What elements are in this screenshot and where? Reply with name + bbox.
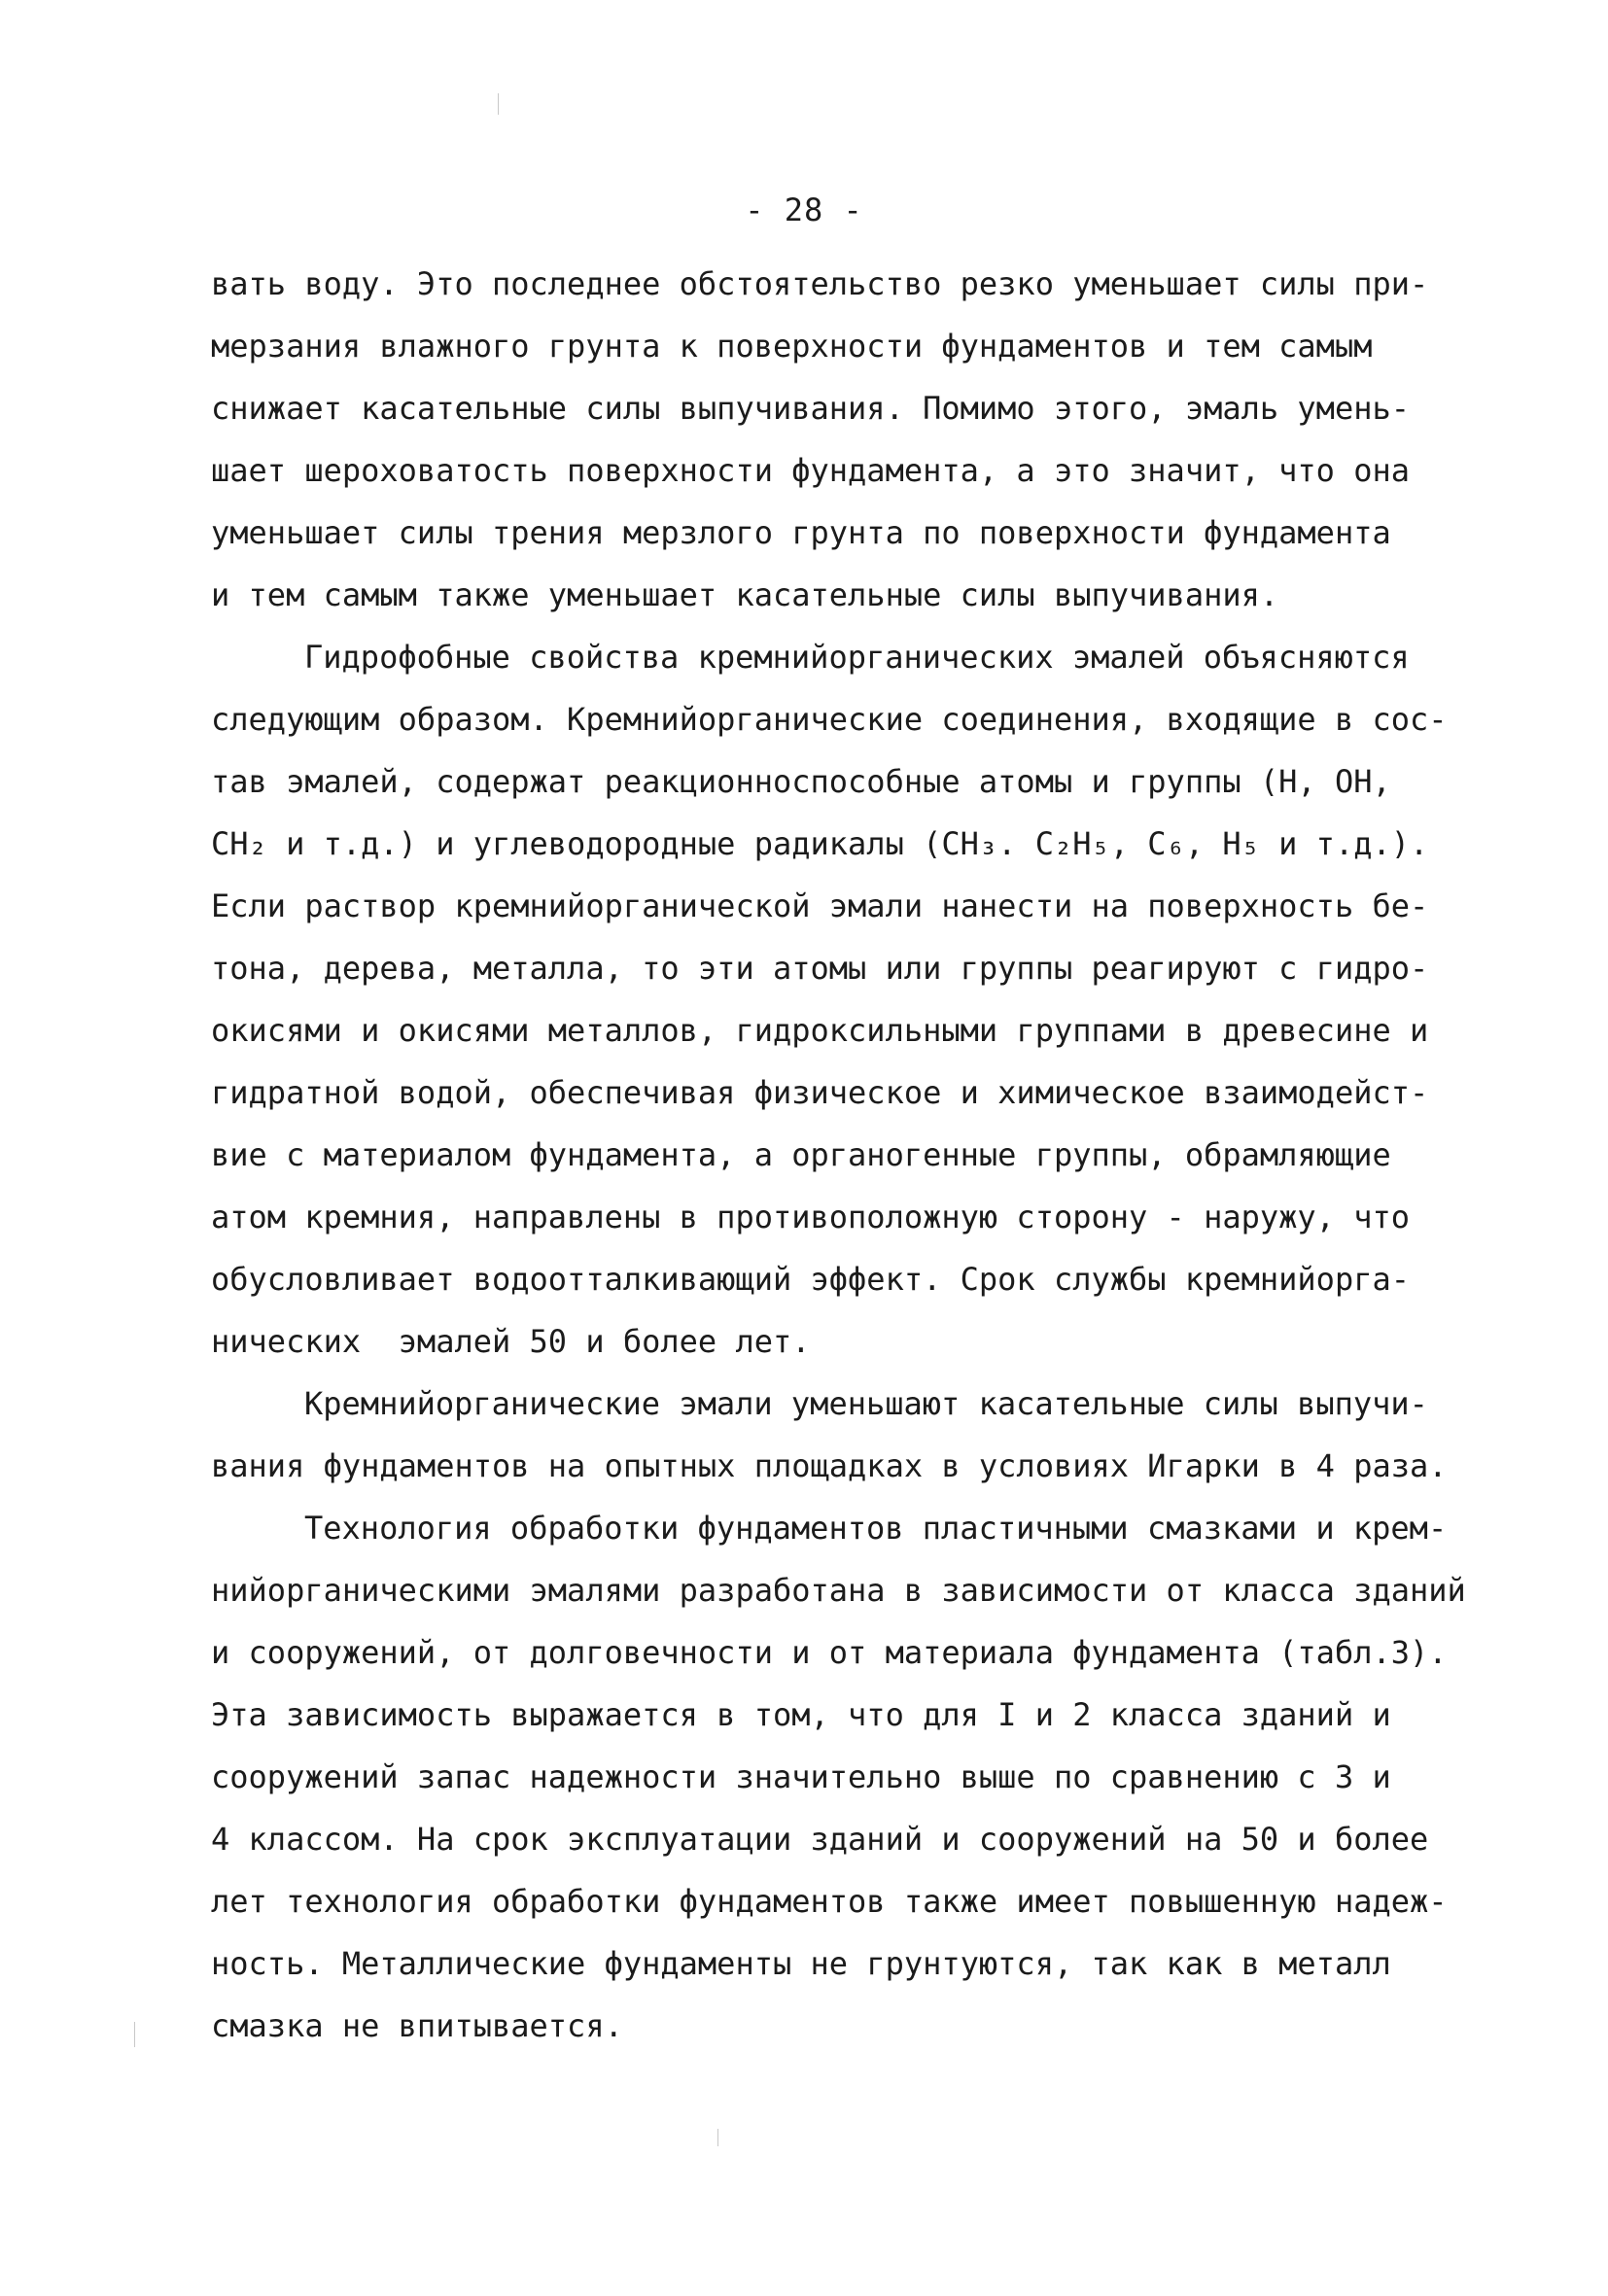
text-line: лет технология обработки фундаментов также имеет повышенную надеж- [211,1883,1448,1920]
page-number: - 28 - [745,191,863,228]
text-line: СН₂ и т.д.) и углеводородные радикалы (СН₃. С₂Н₅, С₆, Н₅ и т.д.). [211,825,1429,862]
text-line: вать воду. Это последнее обстоятельство резко уменьшает силы при- [211,265,1429,302]
text-line: тав эмалей, содержат реакционноспособные атомы и группы (Н, ОН, [211,763,1391,800]
text-line: окисями и окисями металлов, гидроксильными группами в древесине и [211,1012,1429,1049]
scan-mark-bottom [717,2129,718,2146]
text-line: уменьшает силы трения мерзлого грунта по поверхности фундамента [211,514,1391,551]
text-line: обусловливает водоотталкивающий эффект. Срок службы кремнийорга- [211,1261,1410,1298]
text-line: вания фундаментов на опытных площадках в условиях Игарки в 4 раза. [211,1447,1448,1484]
text-line: тона, дерева, металла, то эти атомы или группы реагируют с гидро- [211,950,1429,987]
text-line: 4 классом. На срок эксплуатации зданий и сооружений на 50 и более [211,1821,1429,1858]
text-line: и сооружений, от долговечности и от материала фундамента (табл.3). [211,1634,1448,1671]
paragraph-first-line: Технология обработки фундаментов пластичными смазками и крем- [304,1510,1448,1547]
text-line: следующим образом. Кремнийорганические соединения, входящие в сос- [211,701,1448,738]
text-line: мерзания влажного грунта к поверхности фундаментов и тем самым [211,328,1373,365]
scan-mark-left [134,2022,135,2047]
text-line: смазка не впитывается. [211,2007,623,2044]
text-line: шает шероховатость поверхности фундамента, а это значит, что она [211,452,1410,489]
text-line: снижает касательные силы выпучивания. Помимо этого, эмаль умень- [211,390,1410,427]
text-line: Если раствор кремнийорганической эмали нанести на поверхность бе- [211,887,1429,924]
body-text [211,253,1514,2057]
text-line: и тем самым также уменьшает касательные силы выпучивания. [211,576,1279,613]
paragraph-first-line: Гидрофобные свойства кремнийорганических эмалей объясняются [304,639,1410,676]
text-line: атом кремния, направлены в противоположную сторону - наружу, что [211,1199,1410,1235]
text-line: нийорганическими эмалями разработана в зависимости от класса зданий [211,1572,1466,1609]
text-line: ность. Металлические фундаменты не грунтуются, так как в металл [211,1945,1391,1982]
text-line: нических эмалей 50 и более лет. [211,1323,811,1360]
text-line: вие с материалом фундамента, а органогенные группы, обрамляющие [211,1136,1391,1173]
text-line: гидратной водой, обеспечивая физическое и химическое взаимодейст- [211,1074,1429,1111]
scan-mark-top [498,93,499,115]
text-line: Эта зависимость выражается в том, что для I и 2 класса зданий и [211,1696,1391,1733]
paragraph-first-line: Кремнийорганические эмали уменьшают касательные силы выпучи- [304,1385,1428,1422]
text-line: сооружений запас надежности значительно выше по сравнению с 3 и [211,1758,1391,1795]
